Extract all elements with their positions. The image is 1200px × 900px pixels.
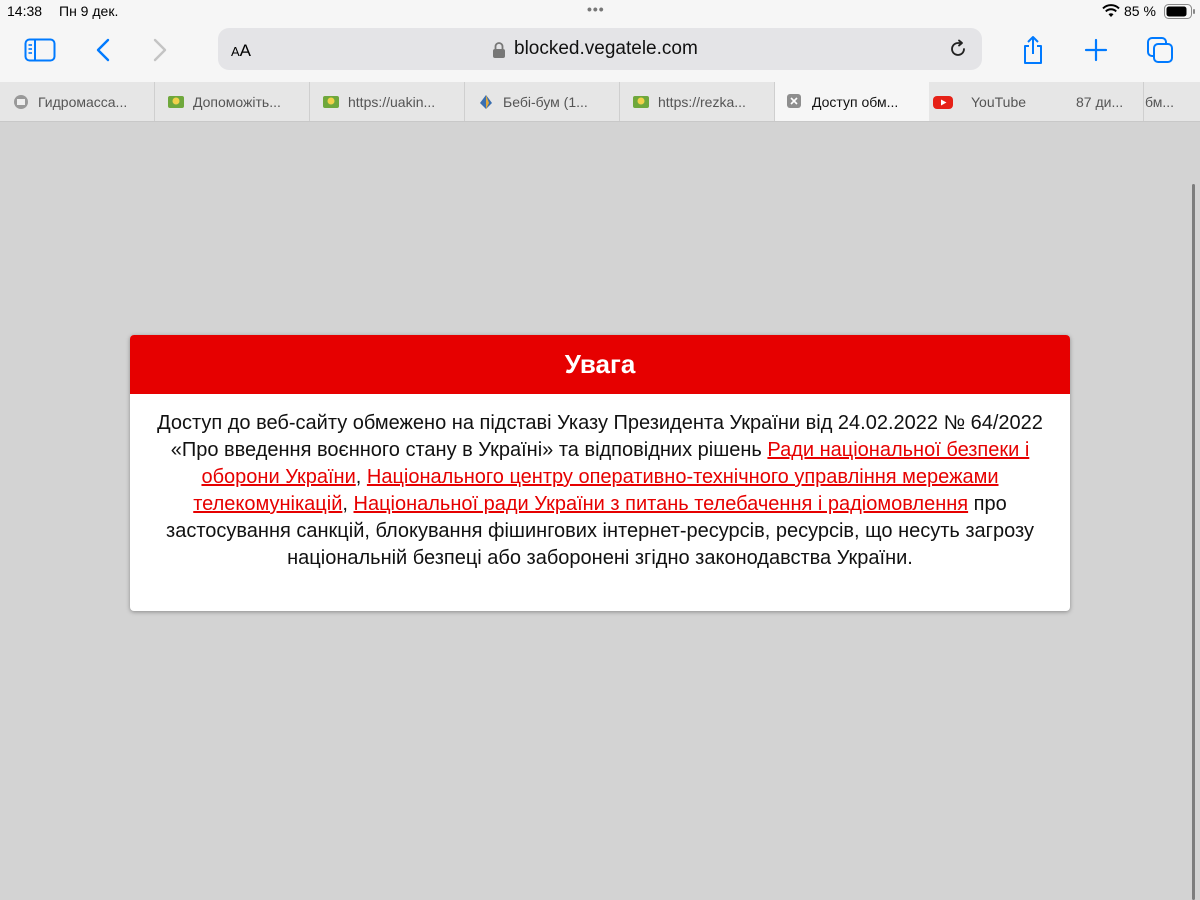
- status-date: Пн 9 дек.: [59, 3, 119, 19]
- separator: ,: [355, 466, 367, 488]
- battery-percent: 85 %: [1124, 3, 1156, 19]
- tab-87[interactable]: [1075, 82, 1144, 121]
- browser-toolbar: [0, 24, 1200, 82]
- battery-icon: [1164, 4, 1196, 22]
- youtube-icon: [933, 93, 951, 111]
- tab-hydromassage[interactable]: [0, 82, 155, 121]
- reload-icon: [948, 39, 968, 59]
- notice-card: [130, 335, 1070, 611]
- notice-text-after: про застосування санкцій, блокування фішингових інтернет-ресурсів, ресурсів, що несуть загрозу національній безпеці або заборонені згідно законодавства України.: [166, 493, 1034, 569]
- close-icon[interactable]: [787, 94, 805, 112]
- link-rnbo[interactable]: Ради національної безпеки і оборони України: [201, 439, 1030, 488]
- tab-bar: [0, 82, 1200, 122]
- multitasking-dots[interactable]: •••: [587, 1, 605, 17]
- site-favicon: [322, 93, 340, 111]
- status-time: 14:38: [7, 3, 43, 19]
- tab-label: https://uakin...: [348, 94, 436, 110]
- tab-label: 87 ди...: [1076, 94, 1124, 110]
- tab-dostup-active[interactable]: [775, 82, 929, 121]
- chevron-left-icon: [95, 38, 111, 62]
- separator: ,: [342, 493, 354, 515]
- tab-rezka[interactable]: [620, 82, 775, 121]
- notice-title: Увага: [130, 335, 1070, 394]
- notice-body: [130, 394, 1070, 572]
- url-text: blocked.vegatele.com: [514, 38, 698, 59]
- link-ntsoTU[interactable]: Національного центру оперативно-технічного управління мережами телекомунікацій: [193, 466, 999, 515]
- link-natsrada[interactable]: Національної ради України з питань телебачення і радіомовлення: [353, 493, 969, 515]
- tab-label: YouTube: [971, 94, 1027, 110]
- address-bar[interactable]: [218, 28, 982, 70]
- page-scrollbar[interactable]: [1192, 184, 1195, 900]
- reader-options-button[interactable]: AA: [231, 41, 252, 60]
- tab-label: Гидромасса...: [38, 94, 128, 110]
- forward-button[interactable]: [140, 33, 180, 67]
- tab-label: бм...: [1145, 94, 1175, 110]
- bird-favicon: [477, 93, 495, 111]
- tab-label: Бебі-бум (1...: [503, 94, 588, 110]
- wifi-icon: [1102, 4, 1120, 21]
- sidebar-toggle-button[interactable]: [20, 33, 60, 67]
- sidebar-icon: [24, 38, 56, 62]
- tab-youtube[interactable]: [929, 82, 1075, 121]
- tab-label: Допоможіть...: [193, 94, 281, 110]
- back-button[interactable]: [83, 33, 123, 67]
- reload-button[interactable]: [948, 39, 968, 64]
- tab-bebi-bum[interactable]: [465, 82, 620, 121]
- lock-icon: [492, 41, 506, 64]
- tab-uakino[interactable]: [310, 82, 465, 121]
- plus-icon: [1084, 38, 1108, 62]
- site-favicon: [632, 93, 650, 111]
- share-icon: [1021, 35, 1045, 65]
- site-favicon: [167, 93, 185, 111]
- tabs-icon: [1146, 36, 1174, 64]
- tabs-overview-button[interactable]: [1140, 33, 1180, 67]
- page-favicon: [12, 93, 30, 111]
- new-tab-button[interactable]: [1076, 33, 1116, 67]
- status-bar: [0, 0, 1200, 24]
- tab-label: Доступ обм...: [812, 94, 899, 110]
- tab-label: https://rezka...: [658, 94, 746, 110]
- tab-dopomozhit[interactable]: [155, 82, 310, 121]
- tab-bm[interactable]: [1144, 82, 1200, 121]
- notice-text-before: Доступ до веб-сайту обмежено на підставі Указу Президента України від 24.02.2022 № 64/2022 «Про введення воєнного стану в Україні» та відповідних рішень: [157, 412, 1043, 461]
- share-button[interactable]: [1013, 33, 1053, 67]
- chevron-right-icon: [152, 38, 168, 62]
